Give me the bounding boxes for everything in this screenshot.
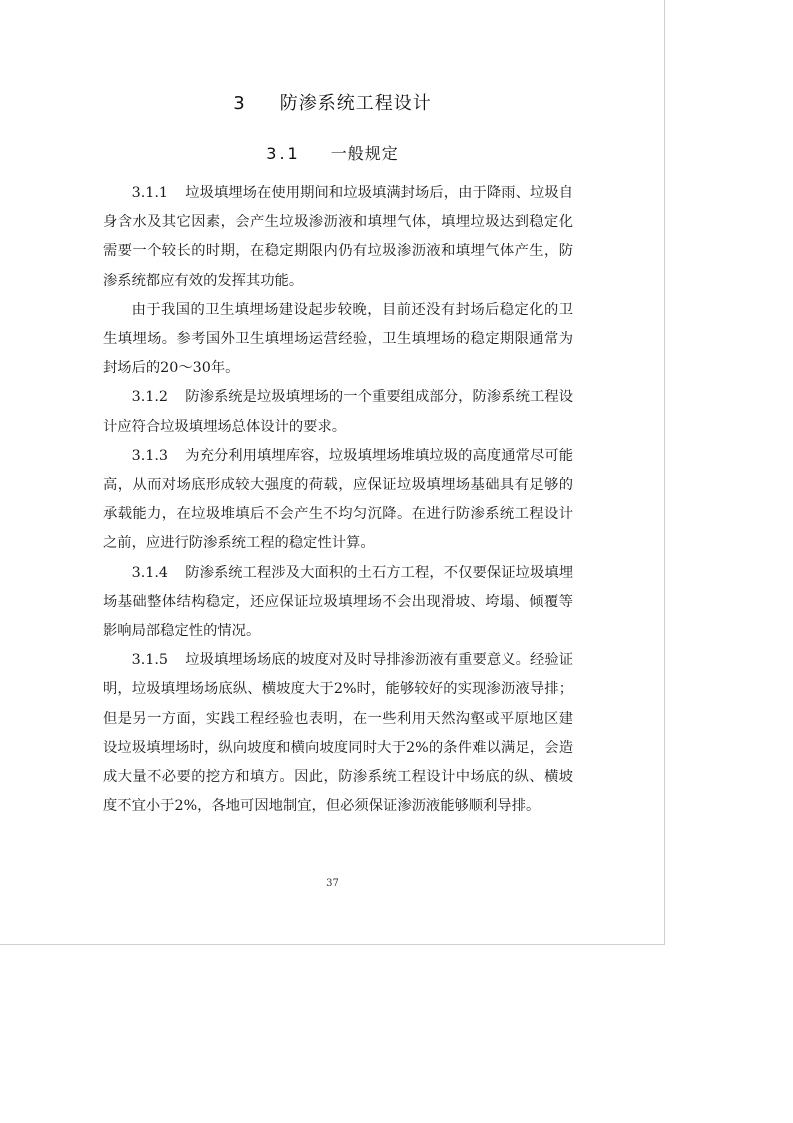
paragraph-3-1-3	[103, 442, 573, 559]
page-number: 37	[326, 878, 339, 889]
paragraph-3-1-5	[103, 646, 573, 821]
section-title-text: 一般规定	[330, 144, 399, 163]
clause-number: 3.1.5	[131, 652, 168, 669]
paragraph-3-1-1	[103, 179, 573, 296]
paragraph-3-1-4	[103, 559, 573, 647]
clause-number: 3.1.2	[131, 389, 168, 406]
paragraph-text: 防渗系统工程涉及大面积的土石方工程，不仅要保证垃圾填埋场基础整体结构稳定，还应保证垃圾填埋场不会出现滑坡、垮塌、倾覆等影响局部稳定性的情况。	[103, 564, 573, 640]
body-text	[103, 179, 573, 821]
section-number: 3.1	[266, 144, 301, 163]
clause-number: 3.1.3	[131, 447, 168, 464]
paragraph-text: 垃圾填埋场在使用期间和垃圾填满封场后，由于降雨、垃圾自身含水及其它因素，会产生垃圾渗沥液和填埋气体，填埋垃圾达到稳定化需要一个较长的时期，在稳定期限内仍有垃圾渗沥液和填埋气体产生，防渗系统都应有效的发挥其功能。	[103, 185, 573, 289]
chapter-title-text: 防渗系统工程设计	[279, 93, 432, 114]
chapter-number: 3	[233, 93, 246, 114]
paragraph-text: 为充分利用填埋库容，垃圾填埋场堆填垃圾的高度通常尽可能高，从而对场底形成较大强度的荷载，应保证垃圾填埋场基础具有足够的承载能力，在垃圾堆填后不会产生不均匀沉降。在进行防渗系统工程设计之前，应进行防渗系统工程的稳定性计算。	[103, 447, 573, 552]
chapter-title	[0, 89, 665, 115]
clause-number: 3.1.1	[131, 185, 168, 201]
paragraph-text: 由于我国的卫生填埋场建设起步较晚，目前还没有封场后稳定化的卫生填埋场。参考国外卫生填埋场运营经验，卫生填埋场的稳定期限通常为封场后的20～30年。	[103, 301, 573, 377]
paragraph-3-1-2	[103, 383, 573, 441]
section-title	[0, 141, 665, 164]
paragraph-text: 防渗系统是垃圾填埋场的一个重要组成部分，防渗系统工程设计应符合垃圾填埋场总体设计的要求。	[103, 389, 573, 435]
paragraph-text: 垃圾填埋场场底的坡度对及时导排渗沥液有重要意义。经验证明，垃圾填埋场场底纵、横坡度大于2%时，能够较好的实现渗沥液导排；但是另一方面，实践工程经验也表明，在一些利用天然沟壑或平原地区建设垃圾填埋场时，纵向坡度和横向坡度同时大于2%的条件难以满足，会造成大量不必要的挖方和填方。因此，防渗系统工程设计中场底的纵、横坡度不宜小于2%，各地可因地制宜，但必须保证渗沥液能够顺利导排。	[103, 652, 573, 815]
clause-number: 3.1.4	[131, 564, 168, 581]
paragraph-3-1-1-note	[103, 296, 573, 384]
